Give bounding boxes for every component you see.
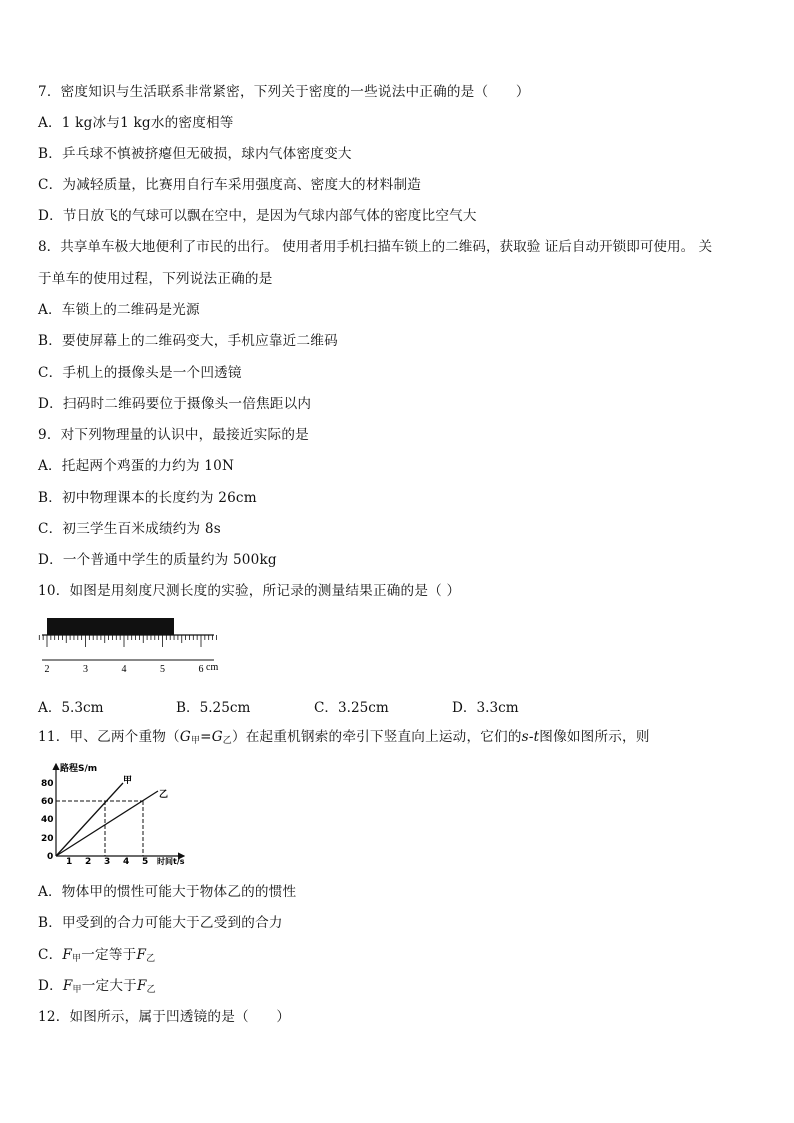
- q7-option-d: D．节日放飞的气球可以飘在空中，是因为气球内部气体的密度比空气大: [38, 208, 477, 224]
- y-tick-80: 80: [41, 779, 54, 789]
- q7-stem: 7．密度知识与生活联系非常紧密，下列关于密度的一些说法中正确的是（ ）: [38, 84, 530, 100]
- q8-stem-line2: 于单车的使用过程，下列说法正确的是: [38, 271, 273, 287]
- q11-option-c-f2-sub: 乙: [146, 954, 156, 964]
- q11-option-b: B．甲受到的合力可能大于乙受到的合力: [38, 915, 283, 931]
- ruler-label-2: 2: [44, 664, 50, 675]
- q9-option-a: A．托起两个鸡蛋的力约为 10N: [38, 458, 235, 474]
- q11-stem: [38, 728, 650, 750]
- q11-option-a: A．物体甲的惯性可能大于物体乙的的惯性: [38, 884, 297, 900]
- q8-option-d: D．扫码时二维码要位于摄像头一倍焦距以内: [38, 396, 312, 412]
- q11-g-yi: G: [211, 729, 223, 745]
- line-yi-label: 乙: [159, 790, 169, 800]
- line-jia-label: 甲: [123, 776, 133, 786]
- q11-eq: =: [200, 729, 212, 745]
- q10-option-a: A．5.3cm: [38, 700, 104, 716]
- q11-option-d-post: 一定大于: [81, 978, 137, 994]
- ruler-figure: [38, 614, 228, 678]
- q7-option-a: A．1 kg冰与1 kg水的密度相等: [38, 115, 234, 131]
- measured-block: [47, 618, 174, 635]
- ruler-label-4: 4: [121, 664, 127, 675]
- ruler-ticks: [38, 635, 216, 647]
- q7-option-b: B．乒乓球不慎被挤瘪但无破损，球内气体密度变大: [38, 146, 352, 162]
- q11-option-c: [38, 946, 155, 968]
- q11-option-d-f1-sub: 甲: [72, 985, 82, 995]
- q11-stem-mid: ）在起重机钢索的牵引下竖直向上运动，它们的: [231, 729, 522, 745]
- y-tick-60: 60: [41, 797, 54, 807]
- q9-stem: 9．对下列物理量的认识中，最接近实际的是: [38, 427, 309, 443]
- ruler-label-6: 6: [198, 664, 204, 675]
- x-tick-4: 4: [123, 857, 130, 867]
- q11-option-c-pre: C．: [38, 947, 63, 963]
- q11-option-c-f1: F: [62, 947, 73, 963]
- q11-stem-post: 图像如图所示，则: [539, 729, 650, 745]
- q11-st-label: s-t: [521, 729, 540, 745]
- q8-option-a: A．车锁上的二维码是光源: [38, 302, 200, 318]
- q7-option-c: C．为减轻质量，比赛用自行车采用强度高、密度大的材料制造: [38, 177, 422, 193]
- q11-option-d-f2: F: [136, 978, 147, 994]
- st-graph: [38, 758, 198, 868]
- q11-option-c-f1-sub: 甲: [72, 954, 82, 964]
- q11-g-yi-sub: 乙: [222, 736, 232, 746]
- x-tick-3: 3: [104, 857, 111, 867]
- q9-option-d: D．一个普通中学生的质量约为 500kg: [38, 552, 277, 568]
- x-tick-2: 2: [85, 857, 92, 867]
- q11-option-c-f2: F: [136, 947, 147, 963]
- q11-option-c-post: 一定等于: [81, 947, 137, 963]
- q11-stem-pre: 11．甲、乙两个重物（: [38, 729, 180, 745]
- q10-option-c: C．3.25cm: [314, 700, 389, 716]
- y-axis-title: 路程S/m: [60, 764, 98, 774]
- q11-option-d-pre: D．: [38, 978, 63, 994]
- q9-option-c: C．初三学生百米成绩约为 8s: [38, 521, 221, 537]
- q10-option-d: D．3.3cm: [452, 700, 519, 716]
- x-tick-1: 1: [66, 857, 73, 867]
- q11-option-d-f1: F: [62, 978, 73, 994]
- q11-option-d: [38, 977, 156, 999]
- y-tick-20: 20: [41, 834, 54, 844]
- q9-option-b: B．初中物理课本的长度约为 26cm: [38, 490, 257, 506]
- q10-option-b: B．5.25cm: [176, 700, 251, 716]
- ruler-label-5: 5: [160, 664, 165, 675]
- q8-option-b: B．要使屏幕上的二维码变大，手机应靠近二维码: [38, 333, 338, 349]
- y-tick-40: 40: [41, 815, 54, 825]
- origin-label: 0: [47, 852, 54, 862]
- q11-g-jia: G: [179, 729, 191, 745]
- x-axis-title: 时间t/s: [157, 857, 185, 866]
- q11-g-jia-sub: 甲: [190, 736, 201, 746]
- q11-option-d-f2-sub: 乙: [146, 985, 156, 995]
- q8-stem-line1: 8．共享单车极大地便利了市民的出行。 使用者用手机扫描车锁上的二维码，获取验 证后自动开锁即可使用。 关: [38, 239, 713, 255]
- ruler-label-3: 3: [83, 664, 88, 675]
- x-tick-5: 5: [142, 857, 149, 867]
- q12-stem: 12．如图所示，属于凹透镜的是（ ）: [38, 1009, 291, 1025]
- q10-options: [38, 696, 578, 714]
- q8-option-c: C．手机上的摄像头是一个凹透镜: [38, 365, 242, 381]
- ruler-unit: cm: [206, 662, 219, 673]
- q10-stem: 10．如图是用刻度尺测长度的实验，所记录的测量结果正确的是（ ）: [38, 583, 461, 599]
